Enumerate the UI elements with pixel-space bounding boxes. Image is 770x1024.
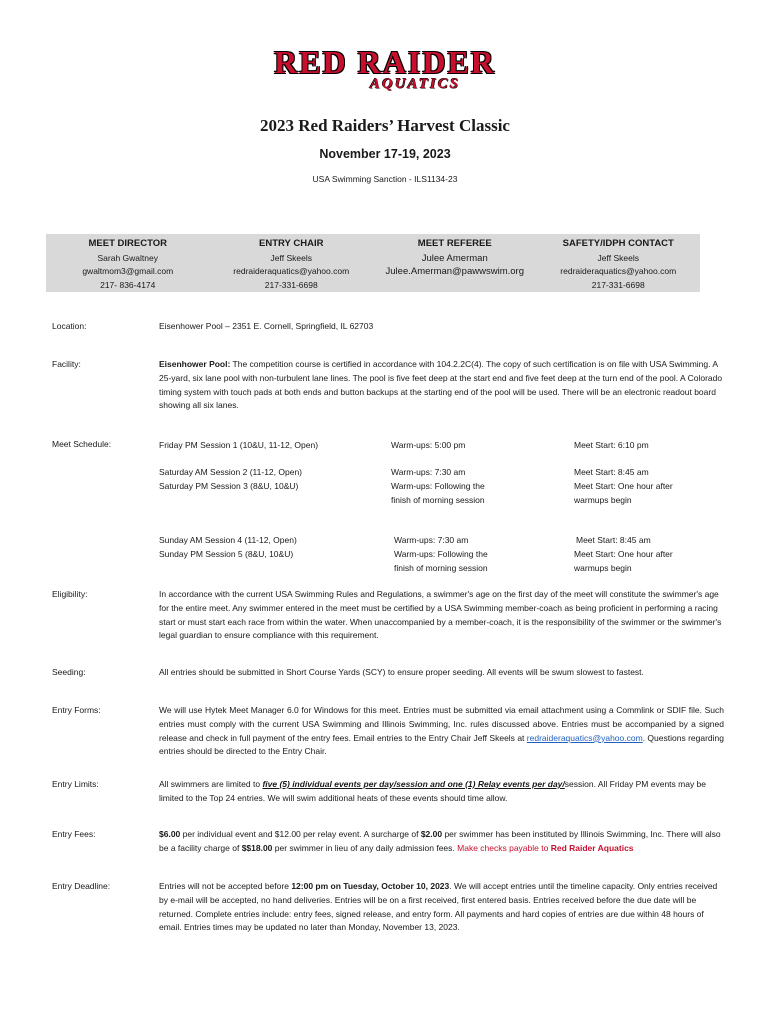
contact-name: Jeff Skeels xyxy=(270,252,312,263)
page-title: 2023 Red Raiders’ Harvest Classic xyxy=(260,116,510,135)
session-3-start xyxy=(574,479,673,507)
session-2-start: Meet Start: 8:45 am xyxy=(574,467,649,477)
contact-meet-director xyxy=(46,234,210,292)
section-label: Entry Forms: xyxy=(52,705,101,715)
session-1: Friday PM Session 1 (10&U, 11-12, Open) xyxy=(159,440,319,450)
red-raider-logo xyxy=(0,44,770,93)
session-1-start: Meet Start: 6:10 pm xyxy=(574,440,649,450)
session-5-start xyxy=(574,547,673,575)
entry-limits-body: session. All Friday PM events may be limited to the Top 24 entries. We will swim additional heats of these events should time allow. xyxy=(159,779,707,803)
sanction-number: USA Swimming Sanction - ILS1134-23 xyxy=(312,174,458,184)
session-5-warmup xyxy=(394,547,488,575)
fee-individual: $6.00 xyxy=(159,829,181,839)
session-4-warmup: Warm-ups: 7:30 am xyxy=(394,535,469,545)
entry-limits-prefix: All swimmers are limited to xyxy=(159,779,263,789)
entry-forms-body-end: . Questions regarding entries should be directed to the Entry Chair. xyxy=(159,732,724,757)
contact-phone: 217- 836-4174 xyxy=(100,279,156,290)
contact-name: Sarah Gwaltney xyxy=(97,252,158,263)
session-5-start-line2: warmups begin xyxy=(574,563,632,573)
fee-facility: $$18.00 xyxy=(241,842,273,853)
contact-safety xyxy=(537,234,701,292)
fee-text-2: per swimmer has been instituted by Illinois Swimming, Inc. There will also be a facility charge of xyxy=(159,829,721,853)
session-1-warmup: Warm-ups: 5:00 pm xyxy=(391,440,466,450)
session-3-start-line1: Meet Start: One hour after xyxy=(574,481,673,491)
facility-text xyxy=(159,358,724,413)
facility-body: The competition course is certified in accordance with 104.2.2C(4). The copy of such certification is on file with USA Swimming. A 25-yard, six lane pool with non-turbulent lane lines. The pool is five feet deep at the start end and five feet deep at the turn end of the pool. A Colorado timing system with touch pads at both ends and button backups at the starting end of the pool will be used. There will be an electronic readout board showing all six lanes. xyxy=(159,359,723,411)
section-label: Entry Fees: xyxy=(52,829,96,839)
section-label: Entry Deadline: xyxy=(52,881,111,891)
entry-forms-body: We will use Hytek Meet Manager 6.0 for Windows for this meet. Entries must be submitted via email attachment using a Commlink or SDIF file. Such entries must comply with the current USA Swimming and Illinois Swimming, Inc. rules discussed above. Entries must be accompanied by a signed release and check in full payment of the entry fees. Email entries to the Entry Chair Jeff Skeels at xyxy=(159,705,724,743)
contact-role: ENTRY CHAIR xyxy=(259,238,324,249)
entry-forms-text xyxy=(159,704,724,759)
entry-limits-emphasis: five (5) individual events per day/session and one (1) Relay events per day/ xyxy=(262,779,565,789)
section-label: Eligibility: xyxy=(52,589,88,599)
session-2-warmup: Warm-ups: 7:30 am xyxy=(391,467,466,477)
contact-entry-chair xyxy=(210,234,374,292)
contact-role: MEET REFEREE xyxy=(417,238,492,249)
logo-sub-text: AQUATICS xyxy=(369,76,461,92)
entry-deadline-text xyxy=(159,880,724,935)
section-label: Seeding: xyxy=(52,667,86,677)
contact-email: gwaltmom3@gmail.com xyxy=(82,266,174,276)
session-5-warmup-line1: Warm-ups: Following the xyxy=(394,549,488,559)
contact-email: redraideraquatics@yahoo.com xyxy=(233,266,350,276)
contact-phone: 217-331-6698 xyxy=(264,279,318,290)
contact-email: Julee.Amerman@pawwswim.org xyxy=(385,266,524,277)
facility-lead: Eisenhower Pool: xyxy=(159,359,231,369)
contact-name: Jeff Skeels xyxy=(597,252,639,263)
section-label: Facility: xyxy=(52,359,81,369)
section-label: Location: xyxy=(52,321,87,331)
meet-dates: November 17-19, 2023 xyxy=(319,147,451,161)
session-2: Saturday AM Session 2 (11-12, Open) xyxy=(159,467,303,477)
session-3-warmup-line2: finish of morning session xyxy=(391,495,485,505)
session-3-warmup-line1: Warm-ups: Following the xyxy=(391,481,485,491)
contacts-band xyxy=(46,234,700,292)
session-5-warmup-line2: finish of morning session xyxy=(394,563,488,573)
deadline-body: . We will accept entries until the timeline capacity. Only entries received by e-mail will be accepted, no hand deliveries. Entries will be on a first received, first entered basis. Entries received before the due date will be returned. Complete entries include: entry fees, signed release, and entry form. All payments and hard copies of entries are due within 48 hours of email. Entries times may be updated no later than Monday, November 13, 2023. xyxy=(159,881,718,933)
deadline-date: 12:00 pm on Tuesday, October 10, 2023 xyxy=(291,881,450,891)
contact-meet-referee xyxy=(373,234,537,292)
contact-email: redraideraquatics@yahoo.com xyxy=(560,266,677,276)
session-5-start-line1: Meet Start: One hour after xyxy=(574,549,673,559)
session-3: Saturday PM Session 3 (8&U, 10&U) xyxy=(159,481,299,491)
session-3-start-line2: warmups begin xyxy=(574,495,632,505)
section-label: Meet Schedule: xyxy=(52,439,112,449)
section-label: Entry Limits: xyxy=(52,779,99,789)
location-text: Eisenhower Pool – 2351 E. Cornell, Springfield, IL 62703 xyxy=(159,321,374,331)
seeding-text: All entries should be submitted in Short Course Yards (SCY) to ensure proper seeding. All events will be swum slowest to fastest. xyxy=(159,667,644,677)
fee-text-1: per individual event and $12.00 per relay event. A surcharge of xyxy=(180,829,421,839)
contact-role: SAFETY/IDPH CONTACT xyxy=(562,238,674,249)
entry-email-link[interactable]: redraideraquatics@yahoo.com xyxy=(526,732,643,743)
deadline-prefix: Entries will not be accepted before xyxy=(159,881,292,891)
fee-text-3: per swimmer in lieu of any daily admission fees. xyxy=(272,842,458,853)
contact-phone: 217-331-6698 xyxy=(591,279,645,290)
checks-payable-name: Red Raider Aquatics xyxy=(550,842,634,853)
fee-surcharge: $2.00 xyxy=(420,829,443,839)
session-5: Sunday PM Session 5 (8&U, 10&U) xyxy=(159,549,294,559)
eligibility-text: In accordance with the current USA Swimming Rules and Regulations, a swimmer's age on the first day of the meet will constitute the swimmer's age for the entire meet. Any swimmer entered in the meet must be certified by a USA Swimming member-coach as being proficient in performing a racing start or must start each race from within the water. When unaccompanied by a member-coach, it is the responsibility of the swimmer or the swimmer's legal guardian to ensure compliance with this requirement. xyxy=(159,589,722,641)
contact-role: MEET DIRECTOR xyxy=(88,238,167,249)
entry-fees-text xyxy=(159,828,724,856)
entry-limits-text xyxy=(159,778,724,806)
session-3-warmup xyxy=(391,479,485,507)
checks-payable-text: Make checks payable to xyxy=(457,842,551,853)
session-4-start: Meet Start: 8:45 am xyxy=(576,535,651,545)
logo-main-text: RED RAIDER xyxy=(274,44,496,80)
contact-name: Julee Amerman xyxy=(421,252,488,264)
session-4: Sunday AM Session 4 (11-12, Open) xyxy=(159,535,297,545)
